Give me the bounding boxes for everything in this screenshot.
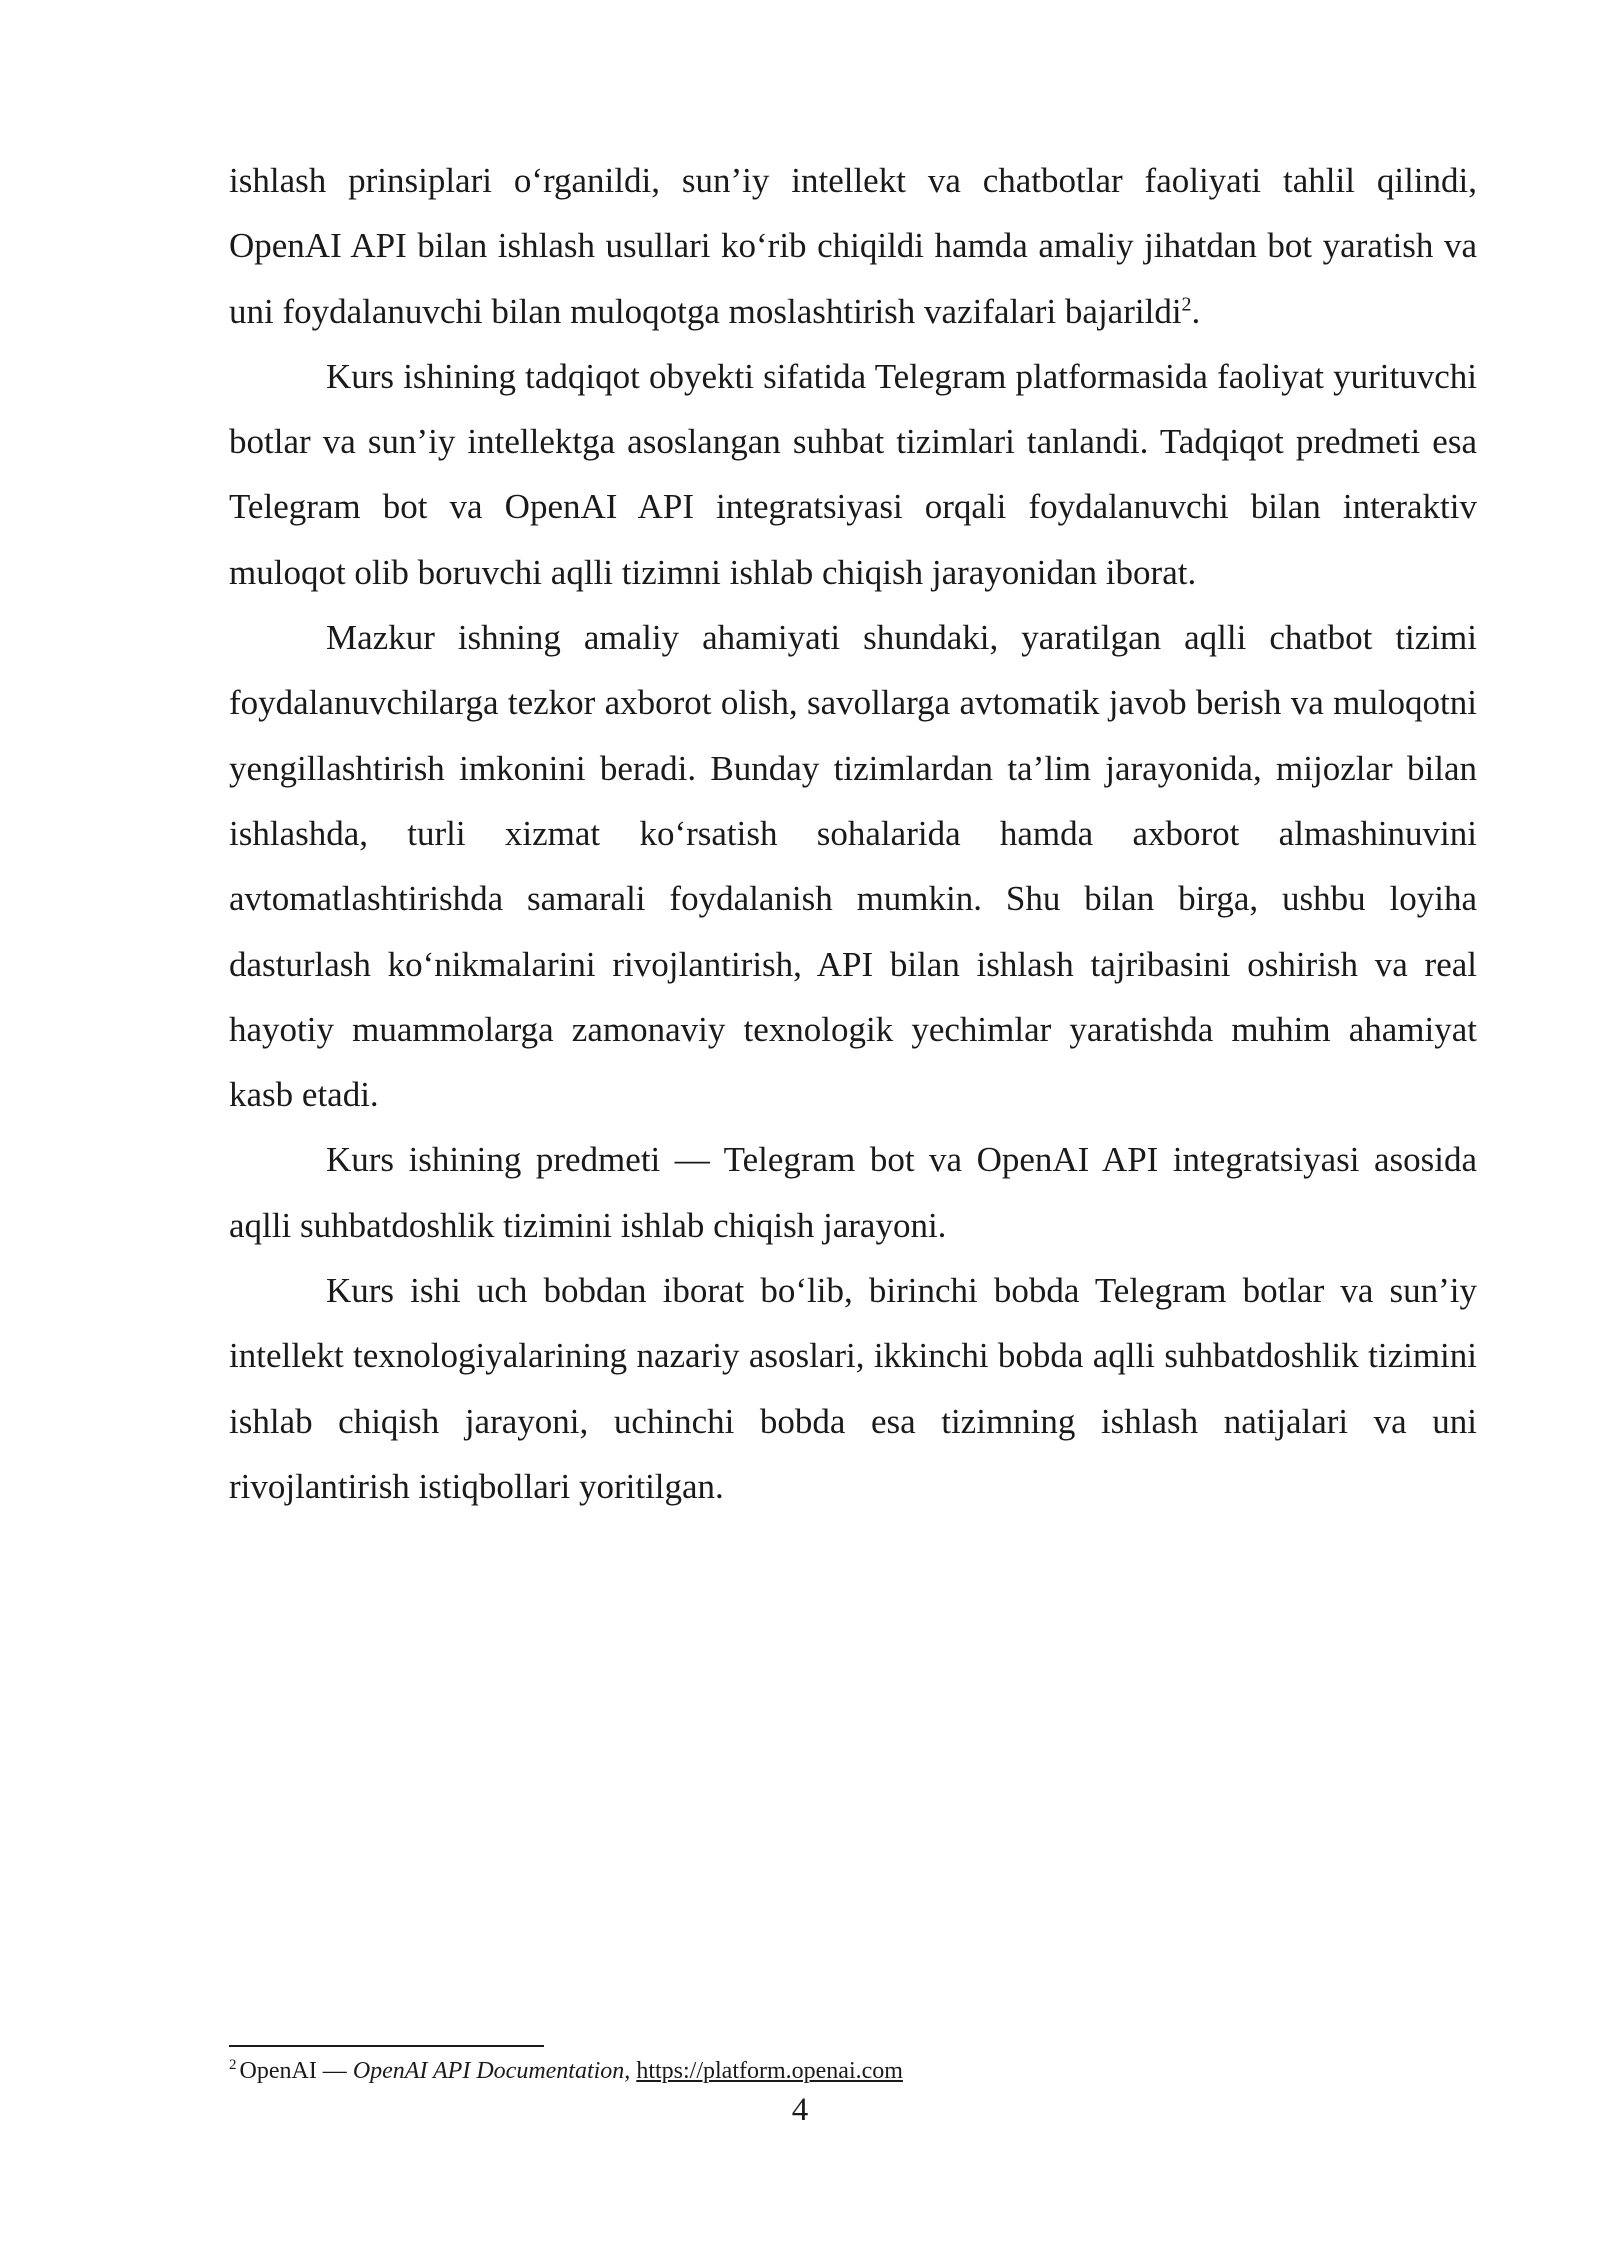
paragraph-1-tail: . bbox=[1191, 291, 1201, 331]
footnote-author: OpenAI — bbox=[239, 2058, 347, 2084]
paragraph-1-text: ishlash prinsiplari o‘rganildi, sun’iy intellekt va chatbotlar faoliyati tahlil qilindi, OpenAI API bilan ishlash usullari ko‘rib chiqildi hamda amaliy jihatdan bot yaratish va uni foydalanuvchi bilan muloqotga moslashtirish vazifalari bajarildi bbox=[229, 161, 1477, 331]
footnote-separator bbox=[229, 2045, 544, 2047]
footnote-link[interactable]: https://platform.openai.com bbox=[636, 2058, 903, 2084]
paragraph-5: Kurs ishi uch bobdan iborat bo‘lib, birinchi bobda Telegram botlar va sun’iy intellekt texnologiyalarining nazariy asoslari, ikkinchi bobda aqlli suhbatdoshlik tizimini ishlab chiqish jarayoni, uchinchi bobda esa tizimning ishlash natijalari va uni rivojlantirish istiqbollari yoritilgan. bbox=[229, 1271, 1477, 1506]
footnote bbox=[229, 2056, 1477, 2086]
footnote-number: 2 bbox=[229, 2057, 237, 2073]
paragraph-3: Mazkur ishning amaliy ahamiyati shundaki, yaratilgan aqlli chatbot tizimi foydalanuvchilarga tezkor axborot olish, savollarga avtomatik javob berish va muloqotni yengillashtirish imkonini beradi. Bunday tizimlardan ta’lim jarayonida, mijozlar bilan ishlashda, turli xizmat ko‘rsatish sohalarida hamda axborot almashinuvini avtomatlashtirishda samarali foydalanish mumkin. Shu bilan birga, ushbu loyiha dasturlash ko‘nikmalarini rivojlantirish, API bilan ishlash tajribasini oshirish va real hayotiy muammolarga zamonaviy texnologik yechimlar yaratishda muhim ahamiyat kasb etadi. bbox=[229, 618, 1477, 1115]
page-number: 4 bbox=[791, 2092, 809, 2128]
paragraph-1 bbox=[229, 148, 1477, 344]
paragraph-2: Kurs ishining tadqiqot obyekti sifatida Telegram platformasida faoliyat yurituvchi botlar va sun’iy intellektga asoslangan suhbat tizimlari tanlandi. Tadqiqot predmeti esa Telegram bot va OpenAI API integratsiyasi orqali foydalanuvchi bilan interaktiv muloqot olib boruvchi aqlli tizimni ishlab chiqish jarayonidan iborat. bbox=[229, 356, 1477, 592]
footnote-reference[interactable]: 2 bbox=[1181, 292, 1192, 315]
paragraph-4: Kurs ishining predmeti — Telegram bot va OpenAI API integratsiyasi asosida aqlli suhbatdoshlik tizimini ishlab chiqish jarayoni. bbox=[229, 1140, 1477, 1245]
body-text bbox=[229, 148, 1477, 1519]
footnote-title: OpenAI API Documentation, bbox=[352, 2058, 631, 2084]
